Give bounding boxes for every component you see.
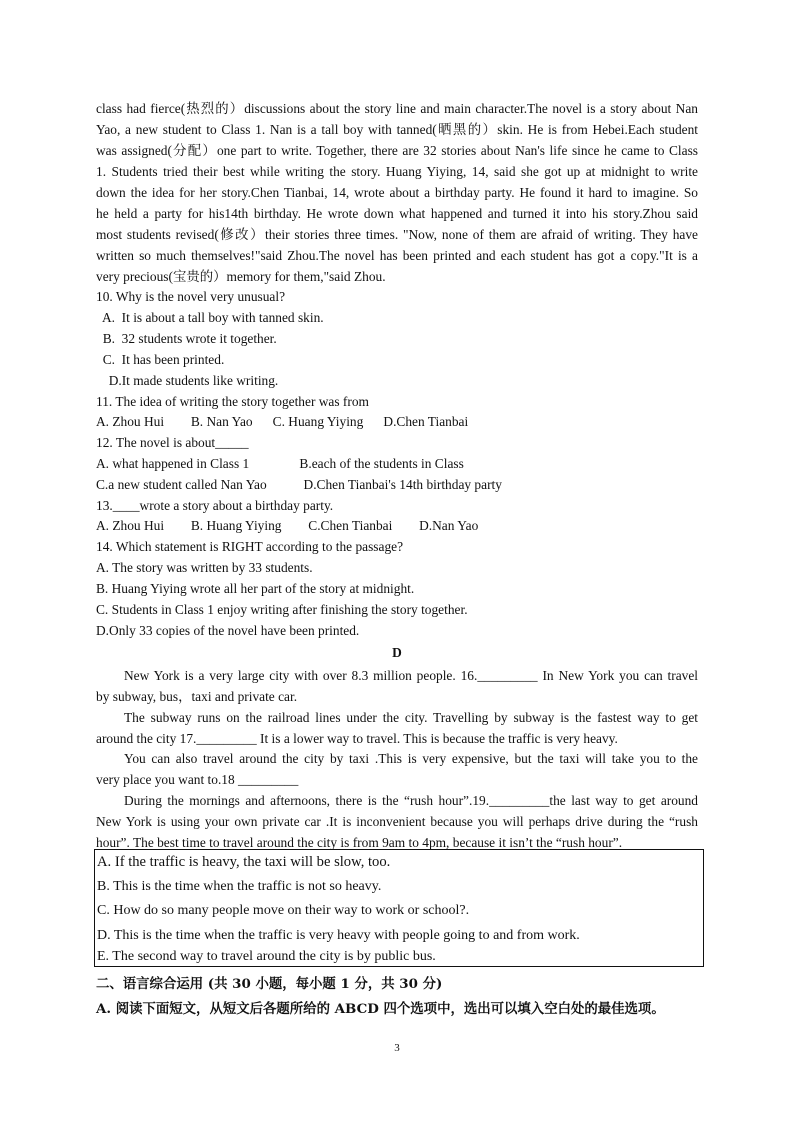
answer-option: C. Students in Class 1 enjoy writing after finishing the story together. bbox=[96, 602, 468, 617]
page-number: 3 bbox=[394, 1042, 400, 1054]
passage-line: class had fierce(热烈的）discussions about the story line and main character.The novel is a story about Nan bbox=[96, 101, 698, 116]
box-option: D. This is the time when the traffic is very heavy with people going to and from work. bbox=[97, 928, 580, 943]
passage-line: During the mornings and afternoons, there is the “rush hour”.19._________the last way to get around bbox=[124, 793, 698, 808]
passage-line: he held a party for his14th birthday. He wrote down what happened and turned it into his story.Zhou said bbox=[96, 206, 698, 221]
passage-line: You can also travel around the city by taxi .This is very expensive, but the taxi will take you to the bbox=[124, 751, 698, 766]
passage-line: by subway, bus，taxi and private car. bbox=[96, 689, 298, 704]
passage-line: most students revised(修改）their stories three times. "Now, none of them are afraid of writing. They have bbox=[96, 227, 698, 242]
section-title: D bbox=[392, 645, 402, 660]
passage-line: hour”. The best time to travel around the city is from 9am to 4pm, because it isn’t the “rush hour”. bbox=[96, 835, 623, 850]
question-stem: 10. Why is the novel very unusual? bbox=[96, 289, 286, 304]
passage-line: Yao, a new student to Class 1. Nan is a tall boy with tanned(晒黑的）skin. He is from Hebei.Each student bbox=[96, 122, 698, 137]
question-stem: 11. The idea of writing the story together was from bbox=[96, 394, 369, 409]
part-heading: 二、语言综合运用 (共 30 小题，每小题 1 分，共 30 分) bbox=[96, 976, 443, 992]
box-option: A. If the traffic is heavy, the taxi will be slow, too. bbox=[97, 854, 391, 870]
question-stem: 14. Which statement is RIGHT according to the passage? bbox=[96, 539, 404, 554]
question-stem: 13.____wrote a story about a birthday party. bbox=[96, 498, 334, 513]
passage-line: very place you want to.18 _________ bbox=[96, 772, 299, 787]
answer-options-row: A. Zhou Hui B. Nan Yao C. Huang Yiying D.Chen Tianbai bbox=[96, 414, 469, 429]
answer-option: A. The story was written by 33 students. bbox=[96, 560, 313, 575]
part-instruction: A. 阅读下面短文，从短文后各题所给的 ABCD 四个选项中，选出可以填入空白处的最佳选项。 bbox=[96, 1001, 665, 1017]
passage-line: written so much themselves!"said Zhou.The novel has been printed and each student has got a copy."It is a bbox=[96, 248, 698, 263]
options-box bbox=[94, 849, 704, 967]
passage-line: 1. Students tried their best while writing the story. Huang Yiying, 14, said she got up at midnight to write bbox=[96, 164, 698, 179]
answer-option: C. It has been printed. bbox=[96, 352, 225, 367]
answer-options-row: C.a new student called Nan Yao D.Chen Tianbai's 14th birthday party bbox=[96, 477, 502, 492]
answer-option: B. Huang Yiying wrote all her part of the story at midnight. bbox=[96, 581, 415, 596]
passage-line: The subway runs on the railroad lines under the city. Travelling by subway is the fastest way to get bbox=[124, 710, 698, 725]
answer-options-row: A. what happened in Class 1 B.each of the students in Class bbox=[96, 456, 464, 471]
passage-line: was assigned(分配）one part to write. Together, there are 32 stories about Nan's life since he came to Class bbox=[96, 143, 698, 158]
passage-line: very precious(宝贵的）memory for them,"said Zhou. bbox=[96, 269, 386, 284]
box-option: E. The second way to travel around the city is by public bus. bbox=[97, 949, 436, 964]
answer-option: A. It is about a tall boy with tanned skin. bbox=[96, 310, 324, 325]
passage-line: around the city 17._________ It is a lower way to travel. This is because the traffic is very heavy. bbox=[96, 731, 618, 746]
box-option: B. This is the time when the traffic is not so heavy. bbox=[97, 879, 382, 894]
passage-line: down the idea for her story.Chen Tianbai, 14, wrote about a birthday party. He found it hard to imagine. So bbox=[96, 185, 698, 200]
answer-options-row: A. Zhou Hui B. Huang Yiying C.Chen Tianbai D.Nan Yao bbox=[96, 518, 479, 533]
answer-option: D.It made students like writing. bbox=[102, 373, 279, 388]
box-option: C. How do so many people move on their way to work or school?. bbox=[97, 903, 470, 918]
passage-line: New York is using your own private car .It is inconvenient because you will perhaps drive during the “rush bbox=[96, 814, 698, 829]
passage-line: New York is a very large city with over 8.3 million people. 16._________ In New York you can travel bbox=[124, 668, 698, 683]
question-stem: 12. The novel is about_____ bbox=[96, 435, 249, 450]
answer-option: B. 32 students wrote it together. bbox=[96, 331, 277, 346]
answer-option: D.Only 33 copies of the novel have been printed. bbox=[96, 623, 360, 638]
